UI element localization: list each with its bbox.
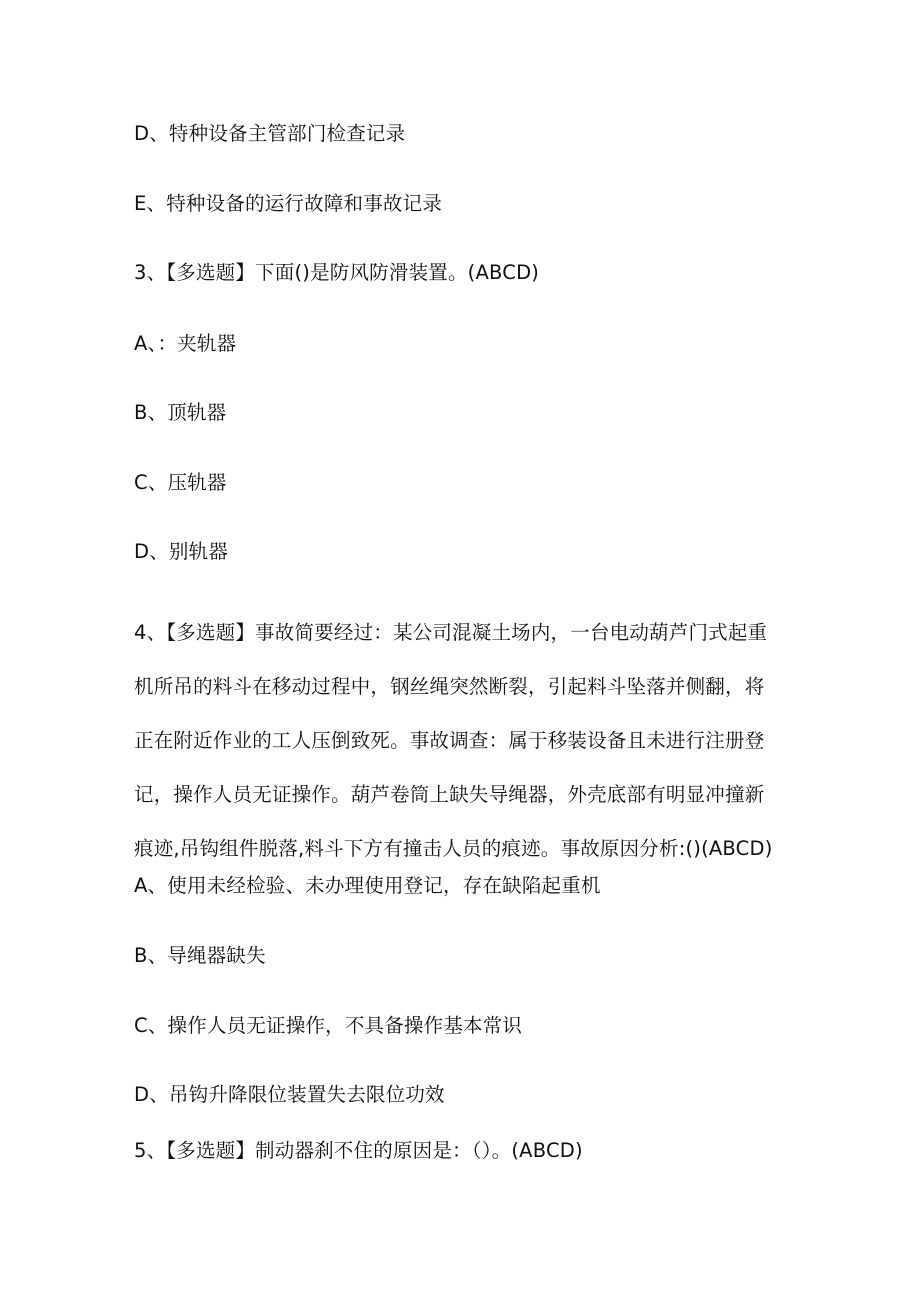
option-e-q2: E、特种设备的运行故障和事故记录 xyxy=(134,192,443,215)
question-4-line: 记，操作人员无证操作。葫芦卷筒上缺失导绳器，外壳底部有明显冲撞新 xyxy=(134,783,765,806)
option-d-q2: D、特种设备主管部门检查记录 xyxy=(134,122,406,145)
option-b-q4: B、导绳器缺失 xyxy=(134,944,266,967)
question-4-line: 正在附近作业的工人压倒致死。事故调查：属于移装设备且未进行注册登 xyxy=(134,729,765,752)
question-4 xyxy=(134,606,794,876)
option-d-q3: D、别轨器 xyxy=(134,540,229,563)
question-4-line: 痕迹,吊钩组件脱落,料斗下方有撞击人员的痕迹。事故原因分析:()(ABCD) xyxy=(134,837,773,860)
option-d-q4: D、吊钩升降限位装置失去限位功效 xyxy=(134,1083,445,1106)
option-c-q4: C、操作人员无证操作，不具备操作基本常识 xyxy=(134,1014,523,1037)
option-b-q3: B、顶轨器 xyxy=(134,401,227,424)
question-4-line: 4、【多选题】事故简要经过：某公司混凝土场内，一台电动葫芦门式起重 xyxy=(134,621,768,644)
question-5: 5、【多选题】制动器刹不住的原因是：（）。(ABCD) xyxy=(134,1139,583,1162)
option-a-q3: A、：夹轨器 xyxy=(134,332,237,355)
option-a-q4: A、使用未经检验、未办理使用登记，存在缺陷起重机 xyxy=(134,874,601,897)
question-4-line: 机所吊的料斗在移动过程中，钢丝绳突然断裂，引起料斗坠落并侧翻，将 xyxy=(134,675,765,698)
question-3: 3、【多选题】下面()是防风防滑装置。(ABCD) xyxy=(134,261,540,284)
option-c-q3: C、压轨器 xyxy=(134,471,227,494)
